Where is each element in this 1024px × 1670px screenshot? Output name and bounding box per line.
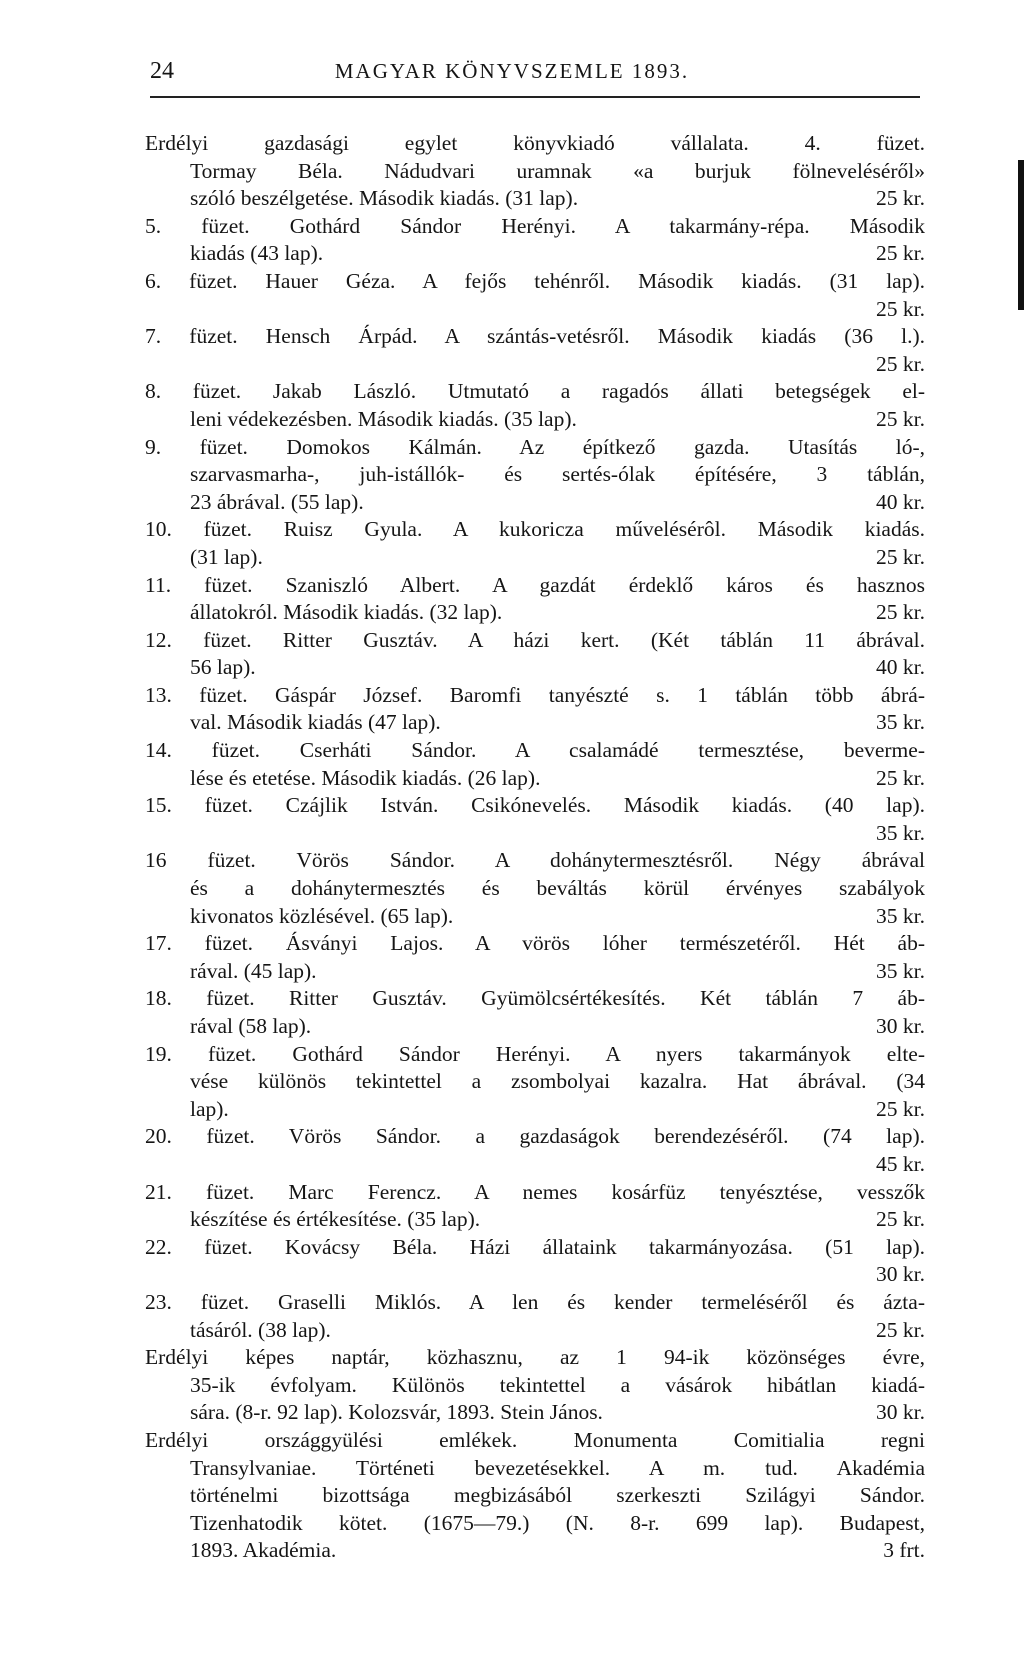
line-text: Erdélyi országgyülési emlékek. Monumenta Comitialia regni (145, 1427, 925, 1452)
scan-edge-mark (1018, 160, 1024, 310)
text-line (145, 1510, 925, 1538)
line-text: 20. füzet. Vörös Sándor. a gazdaságok berendezéséről. (74 lap). (145, 1124, 925, 1149)
text-line (145, 461, 925, 489)
header-rule (150, 96, 920, 98)
text-line (145, 765, 925, 793)
line-text: 10. füzet. Ruisz Gyula. A kukoricza művelésérôl. Második kiadás. (145, 517, 925, 542)
price-text: 25 kr. (876, 296, 925, 321)
text-line (145, 323, 925, 351)
price-text: 25 kr. (876, 1317, 925, 1342)
line-text: sára. (8-r. 92 lap). Kolozsvár, 1893. Stein János. (190, 1400, 603, 1425)
line-text: szarvasmarha-, juh-istállók- és sertés-ólak építésére, 3 táblán, (190, 462, 925, 487)
line-text: (31 lap). (190, 544, 263, 569)
text-line (145, 875, 925, 903)
text-line (145, 1537, 925, 1565)
line-text: Erdélyi képes naptár, közhasznu, az 1 94-ik közönséges évre, (145, 1345, 925, 1370)
price-text: 35 kr. (876, 903, 925, 928)
text-line (145, 599, 925, 627)
line-text: 1893. Akadémia. (190, 1538, 337, 1563)
line-text: 35-ik évfolyam. Különös tekintettel a vásárok hibátlan kiadá- (190, 1372, 925, 1397)
text-line (145, 930, 925, 958)
line-text: 23 ábrával. (55 lap). (190, 489, 364, 514)
line-text: 13. füzet. Gáspár József. Baromfi tanyészté s. 1 táblán több ábrá- (145, 682, 925, 707)
text-line (145, 296, 925, 324)
price-text: 30 kr. (876, 1262, 925, 1287)
text-line (145, 1344, 925, 1372)
line-text: kiadás (43 lap). (190, 241, 324, 266)
text-line (145, 1096, 925, 1124)
text-line (145, 1427, 925, 1455)
line-text: szóló beszélgetése. Második kiadás. (31 lap). (190, 186, 579, 211)
text-line (145, 627, 925, 655)
text-line (145, 709, 925, 737)
price-text: 35 kr. (876, 820, 925, 845)
line-text: leni védekezésben. Második kiadás. (35 lap). (190, 406, 577, 431)
line-text: történelmi bizottsága megbizásából szerkeszti Szilágyi Sándor. (190, 1483, 925, 1508)
text-line (145, 1234, 925, 1262)
line-text: 9. füzet. Domokos Kálmán. Az építkező gazda. Utasítás ló-, (145, 434, 925, 459)
line-text: 5. füzet. Gothárd Sándor Herényi. A takarmány-répa. Második (145, 213, 925, 238)
line-text: Tormay Béla. Nádudvari uramnak «a burjuk fölneveléséről» (190, 158, 925, 183)
text-line (145, 1399, 925, 1427)
text-line (145, 1013, 925, 1041)
text-line (145, 820, 925, 848)
running-header (150, 58, 920, 85)
text-line (145, 489, 925, 517)
line-text: 21. füzet. Marc Ferencz. A nemes kosárfüz tenyésztése, vesszők (145, 1179, 925, 1204)
text-line (145, 958, 925, 986)
text-line (145, 434, 925, 462)
text-line (145, 1151, 925, 1179)
line-text: vése különös tekintettel a zsombolyai kazalra. Hat ábrával. (34 (190, 1069, 925, 1094)
line-text: 15. füzet. Czájlik István. Csikónevelés. Második kiadás. (40 lap). (145, 793, 925, 818)
price-text: 30 kr. (876, 1400, 925, 1425)
text-line (145, 654, 925, 682)
line-text: val. Második kiadás (47 lap). (190, 710, 441, 735)
price-text: 40 kr. (876, 655, 925, 680)
price-text: 40 kr. (876, 489, 925, 514)
line-text: 6. füzet. Hauer Géza. A fejős tehénről. Második kiadás. (31 lap). (145, 268, 925, 293)
text-line (145, 1206, 925, 1234)
text-line (145, 351, 925, 379)
text-line (145, 985, 925, 1013)
line-text: 11. füzet. Szaniszló Albert. A gazdát érdeklő káros és hasznos (145, 572, 925, 597)
line-text: lap). (190, 1096, 229, 1121)
line-text: 14. füzet. Cserháti Sándor. A csalamádé termesztése, beverme- (145, 738, 925, 763)
catalog-text (145, 130, 925, 1565)
text-line (145, 130, 925, 158)
text-line (145, 682, 925, 710)
page-number: 24 (150, 58, 174, 84)
line-text: rával (58 lap). (190, 1014, 312, 1038)
price-text: 25 kr. (876, 186, 925, 211)
text-line (145, 406, 925, 434)
price-text: 3 frt. (883, 1538, 925, 1563)
price-text: 35 kr. (876, 710, 925, 735)
text-line (145, 158, 925, 186)
text-line (145, 572, 925, 600)
text-line (145, 213, 925, 241)
line-text: 23. füzet. Graselli Miklós. A len és kender termeléséről és ázta- (145, 1289, 925, 1314)
price-text: 25 kr. (876, 241, 925, 266)
text-line (145, 1482, 925, 1510)
price-text: 25 kr. (876, 1096, 925, 1121)
price-text: 25 kr. (876, 544, 925, 569)
price-text: 25 kr. (876, 600, 925, 625)
text-line (145, 544, 925, 572)
text-line (145, 378, 925, 406)
text-line (145, 516, 925, 544)
line-text: 7. füzet. Hensch Árpád. A szántás-vetésről. Második kiadás (36 l.). (145, 324, 925, 349)
text-line (145, 1179, 925, 1207)
text-line (145, 1261, 925, 1289)
line-text: lése és etetése. Második kiadás. (26 lap). (190, 765, 541, 790)
line-text: 8. füzet. Jakab László. Utmutató a ragadós állati betegségek el- (145, 379, 925, 404)
text-line (145, 1041, 925, 1069)
line-text: 19. füzet. Gothárd Sándor Herényi. A nyers takarmányok elte- (145, 1041, 925, 1066)
price-text: 25 kr. (876, 351, 925, 376)
line-text: 17. füzet. Ásványi Lajos. A vörös lóher természetéről. Hét áb- (145, 931, 925, 956)
line-text: 16 füzet. Vörös Sándor. A dohánytermesztésről. Négy ábrával (145, 848, 925, 873)
line-text: állatokról. Második kiadás. (32 lap). (190, 600, 503, 625)
running-title: MAGYAR KÖNYVSZEMLE 1893. (334, 59, 690, 83)
line-text: Transylvaniae. Történeti bevezetésekkel. A m. tud. Akadémia (190, 1455, 925, 1480)
price-text: 30 kr. (876, 1014, 925, 1038)
line-text: készítése és értékesítése. (35 lap). (190, 1207, 481, 1232)
text-line (145, 1123, 925, 1151)
line-text: kivonatos közlésével. (65 lap). (190, 903, 454, 928)
text-line (145, 240, 925, 268)
text-line (145, 1068, 925, 1096)
price-text: 25 kr. (876, 406, 925, 431)
line-text: tásáról. (38 lap). (190, 1317, 331, 1342)
text-line (145, 737, 925, 765)
price-text: 45 kr. (876, 1151, 925, 1176)
text-line (145, 1455, 925, 1483)
line-text: 18. füzet. Ritter Gusztáv. Gyümölcsértékesítés. Két táblán 7 áb- (145, 986, 925, 1011)
text-line (145, 1289, 925, 1317)
line-text: 56 lap). (190, 655, 256, 680)
line-text: 22. füzet. Kovácsy Béla. Házi állataink takarmányozása. (51 lap). (145, 1234, 925, 1259)
text-line (145, 185, 925, 213)
text-line (145, 847, 925, 875)
text-line (145, 1372, 925, 1400)
price-text: 25 kr. (876, 1207, 925, 1232)
text-line (145, 1317, 925, 1345)
line-text: 12. füzet. Ritter Gusztáv. A házi kert. (Két táblán 11 ábrával. (145, 627, 925, 652)
line-text: és a dohánytermesztés és beváltás körül érvényes szabályok (190, 876, 925, 901)
line-text: Tizenhatodik kötet. (1675—79.) (N. 8-r. 699 lap). Budapest, (190, 1510, 925, 1535)
text-line (145, 268, 925, 296)
price-text: 25 kr. (876, 765, 925, 790)
line-text: rával. (45 lap). (190, 958, 317, 983)
line-text: Erdélyi gazdasági egylet könyvkiadó vállalata. 4. füzet. (145, 131, 925, 155)
text-line (145, 792, 925, 820)
price-text: 35 kr. (876, 958, 925, 983)
text-line (145, 903, 925, 931)
